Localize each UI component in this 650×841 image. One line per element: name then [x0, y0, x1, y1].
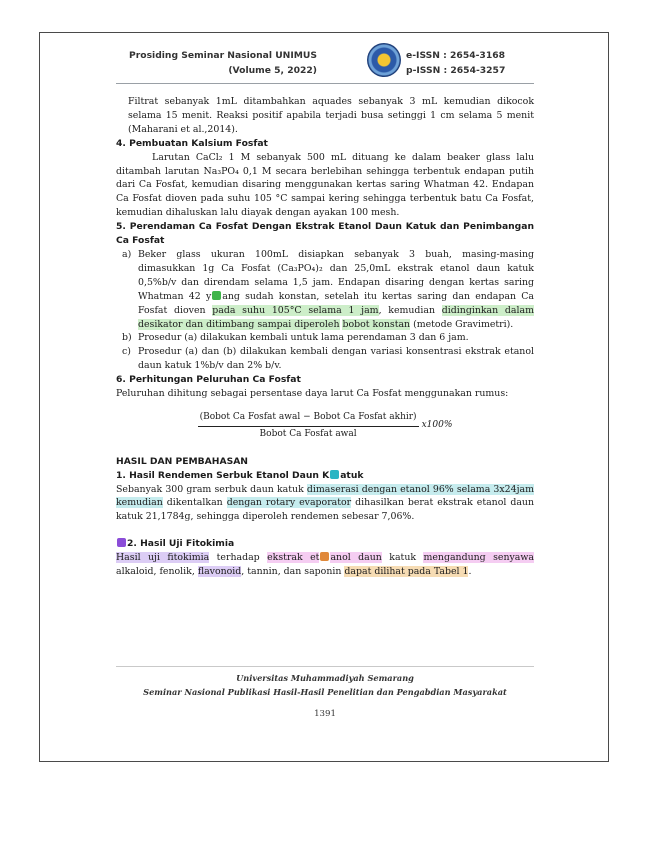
intro-paragraph: Filtrat sebanyak 1mL ditambahkan aquades sebanyak 3 mL kemudian dikocok selama 15 menit. Reaksi positif apabila terjadi busa setinggi 1 cm selama 5 menit (Maharani et al.,2014). [128, 96, 534, 135]
formula-denominator: Bobot Ca Fosfat awal [259, 428, 357, 439]
annotation-marker-icon[interactable] [330, 470, 339, 479]
section-5-title: 5. Perendaman Ca Fosfat Dengan Ekstrak Etanol Daun Katuk dan Penimbangan Ca Fosfat [116, 221, 534, 247]
highlight[interactable]: bobot konstan [342, 318, 411, 330]
body-text [116, 95, 534, 579]
p-issn: p-ISSN : 2654-3257 [406, 65, 506, 76]
footer-university: Universitas Muhammadiyah Semarang [236, 673, 414, 683]
highlight[interactable]: pada suhu 105°C selama 1 jam [212, 304, 379, 316]
list-label: b) [122, 332, 132, 344]
university-seal-icon [367, 43, 401, 77]
section-6-title: 6. Perhitungan Peluruhan Ca Fosfat [116, 374, 301, 386]
footer-divider [116, 666, 534, 667]
annotation-marker-icon[interactable] [117, 538, 126, 547]
highlight[interactable]: anol daun [330, 552, 382, 564]
list-item: a) Beker glass ukuran 100mL disiapkan sebanyak 3 buah, masing-masing dimasukkan 1g Ca Fosfat (Ca₃PO₄)₂ dan 25,0mL ekstrak etanol daun katuk 0,5%b/v dan direndam selama 1,5 jam. Endapan disaring dengan kertas saring Whatman 42 y ang sudah konstan, setelah itu kertas saring dan endapan Ca Fosfat dioven pada suhu 105°C selama 1 jam, kemudian didinginkan dalam desikator dan ditimbang sampai diperoleh bobot konstan (metode Gravimetri). [122, 248, 535, 330]
section-4-title: 4. Pembuatan Kalsium Fosfat [116, 137, 268, 149]
highlight[interactable]: flavonoid [197, 566, 242, 578]
highlight[interactable]: kemudian [116, 497, 163, 509]
journal-volume: (Volume 5, 2022) [228, 65, 317, 76]
list-item: b) Prosedur (a) dilakukan kembali untuk lama perendaman 3 dan 6 jam. [122, 332, 469, 344]
annotation-marker-icon[interactable] [320, 552, 329, 561]
highlight[interactable]: mengandung senyawa [423, 552, 535, 564]
highlight[interactable]: Hasil uji fitokimia [116, 552, 210, 564]
highlight[interactable]: dapat dilihat pada Tabel 1 [344, 566, 469, 578]
list-label: a) [122, 248, 132, 260]
header-divider [116, 83, 534, 84]
e-issn: e-ISSN : 2654-3168 [406, 50, 505, 61]
formula-numerator: (Bobot Ca Fosfat awal − Bobot Ca Fosfat akhir) [198, 411, 419, 427]
subsection-2-body: Hasil uji fitokimia terhadap ekstrak et anol daun katuk mengandung senyawa alkaloid, fenolik, flavonoid, tannin, dan saponin dapat dilihat pada Tabel 1. [116, 552, 535, 578]
formula-fraction [198, 411, 419, 442]
highlight[interactable]: dimaserasi dengan etanol 96% selama 3x24jam [306, 483, 535, 495]
journal-title: Prosiding Seminar Nasional UNIMUS [129, 50, 317, 61]
list-item: c) Prosedur (a) dan (b) dilakukan kembali dengan variasi konsentrasi ekstrak etanol daun katuk 1%b/v dan 2% b/v. [122, 346, 534, 372]
procedure-list [116, 248, 534, 373]
formula [116, 411, 534, 442]
section-6-body: Peluruhan dihitung sebagai persentase daya larut Ca Fosfat menggunakan rumus: [116, 388, 509, 400]
list-label: c) [122, 346, 131, 358]
footer-seminar: Seminar Nasional Publikasi Hasil-Hasil Penelitian dan Pengabdian Masyarakat [143, 687, 507, 697]
subsection-2-title: 2. Hasil Uji Fitokimia [116, 537, 534, 551]
paper-page [39, 32, 609, 762]
issn-block [406, 48, 505, 78]
results-title: HASIL DAN PEMBAHASAN [116, 455, 248, 467]
annotation-marker-icon[interactable] [212, 291, 221, 300]
page-number: 1391 [314, 709, 336, 719]
subsection-1-title: 1. Hasil Rendemen Serbuk Etanol Daun K atuk [116, 469, 364, 481]
formula-multiplier: x100% [421, 420, 453, 431]
highlight[interactable]: didinginkan dalam desikator dan ditimbang sampai diperoleh [138, 304, 534, 330]
subsection-1-body: Sebanyak 300 gram serbuk daun katuk dimaserasi dengan etanol 96% selama 3x24jam kemudian dikentalkan dengan rotary evaporator dihasilkan berat ekstrak etanol daun katuk 21,1784g, sehingga diperoleh rendemen sebesar 7,06%. [116, 483, 535, 523]
journal-header [129, 48, 317, 78]
highlight[interactable]: ekstrak et [267, 552, 320, 564]
page-footer [116, 671, 534, 699]
highlight[interactable]: dengan rotary evaporator [226, 497, 352, 509]
section-4-body: Larutan CaCl₂ 1 M sebanyak 500 mL dituang ke dalam beaker glass lalu ditambah larutan Na₃PO₄ 0,1 M secara berlebihan sehingga terbentuk endapan putih dari Ca Fosfat, kemudian disaring menggunakan kertas saring Whatman 42. Endapan Ca Fosfat dioven pada suhu 105 °C sampai kering sehingga terbentuk batu Ca Fosfat, kemudian dihaluskan lalu diayak dengan ayakan 100 mesh. [116, 151, 534, 219]
